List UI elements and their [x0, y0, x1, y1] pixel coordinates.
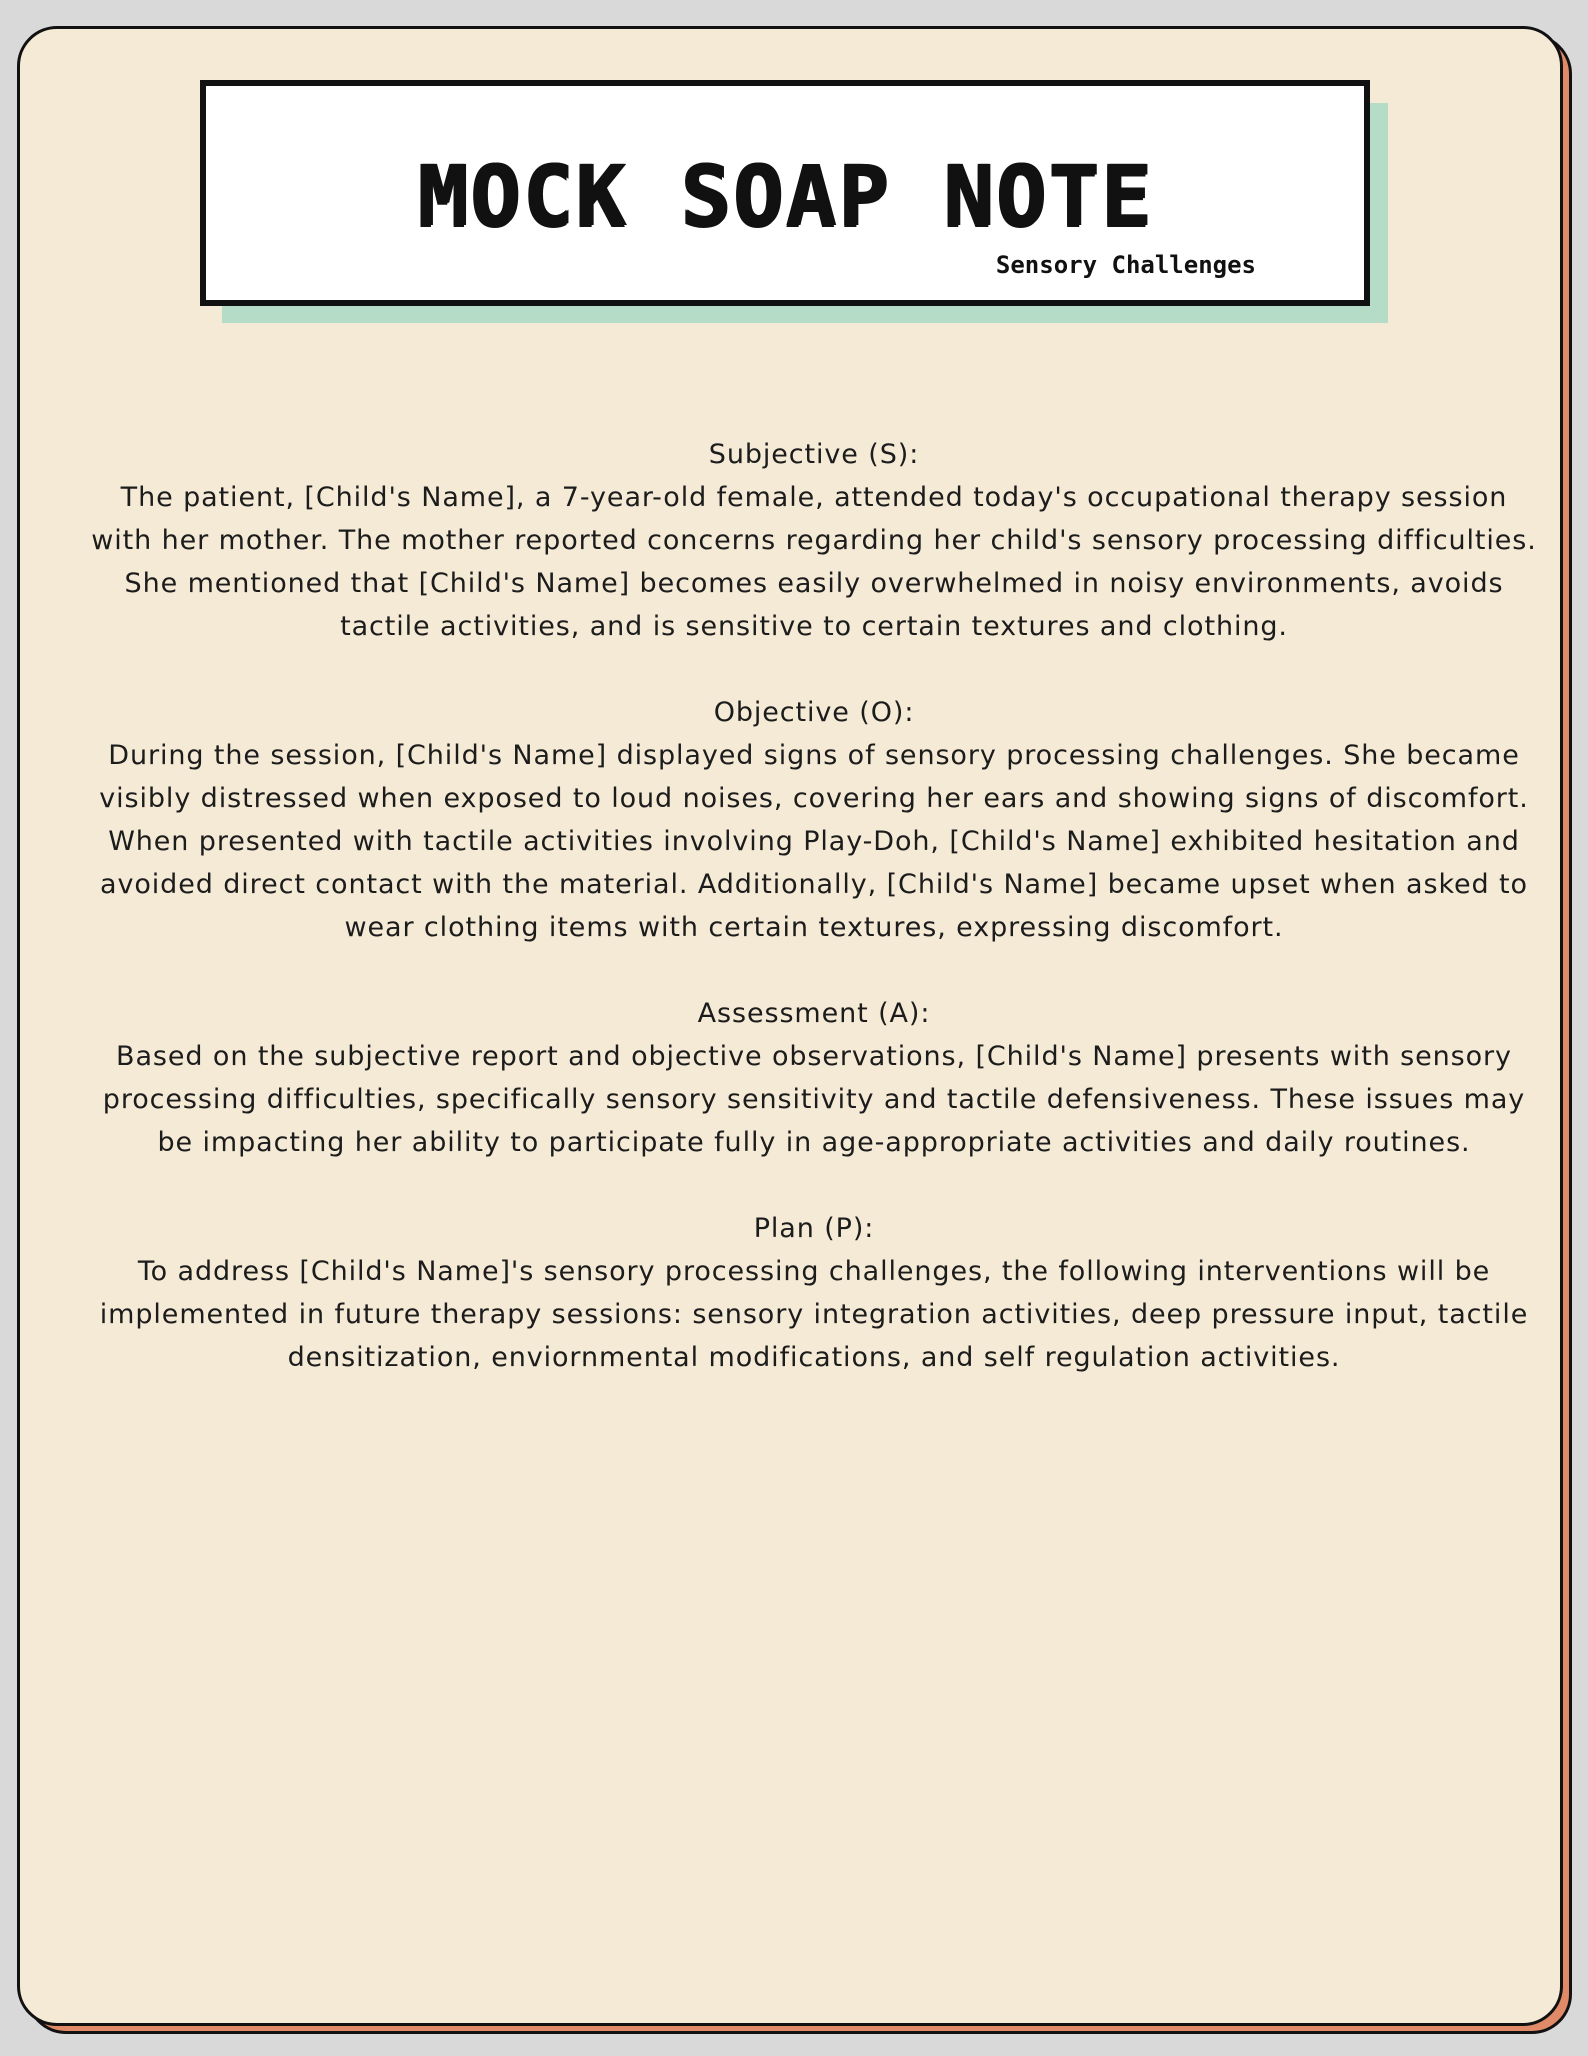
section-heading: Assessment (A): — [697, 998, 931, 1029]
section-body: During the session, [Child's Name] displayed signs of sensory processing challenges. She became visibly distressed when exposed to loud noises, covering her ears and showing signs of discomfort. When presented with tactile activities involving Play-Doh, [Child's Name] exhibited hesitation and avoided direct contact with the material. Additionally, [Child's Name] became upset when asked to wear clothing items with certain textures, expressing discomfort. — [99, 740, 1529, 943]
section-body: The patient, [Child's Name], a 7-year-old female, attended today's occupational therapy session with her mother. The mother reported concerns regarding her child's sensory processing difficulties. She mentioned that [Child's Name] becomes easily overwhelmed in noisy environments, avoids tactile activities, and is sensitive to certain textures and clothing. — [91, 482, 1537, 642]
section-heading: Subjective (S): — [708, 439, 920, 470]
section-heading: Plan (P): — [753, 1213, 875, 1244]
section-body: Based on the subjective report and objective observations, [Child's Name] presents with sensory processing difficulties, specifically sensory sensitivity and tactile defensiveness. These issues may be impacting her ability to participate fully in age-appropriate activities and daily routines. — [102, 1041, 1526, 1158]
section-plan — [90, 1207, 1538, 1379]
section-subjective — [90, 433, 1538, 648]
page-title: MOCK SOAP NOTE — [416, 147, 1153, 245]
section-assessment — [90, 992, 1538, 1164]
section-body: To address [Child's Name]'s sensory processing challenges, the following interventions will be implemented in future therapy sessions: sensory integration activities, deep pressure input, tactile densitization, enviornmental modifications, and self regulation activities. — [99, 1256, 1529, 1373]
title-box — [200, 80, 1370, 306]
page-subtitle: Sensory Challenges — [995, 251, 1256, 279]
section-heading: Objective (O): — [713, 697, 915, 728]
section-objective — [90, 691, 1538, 949]
document-card — [17, 26, 1563, 2026]
soap-note-content — [90, 433, 1538, 1422]
